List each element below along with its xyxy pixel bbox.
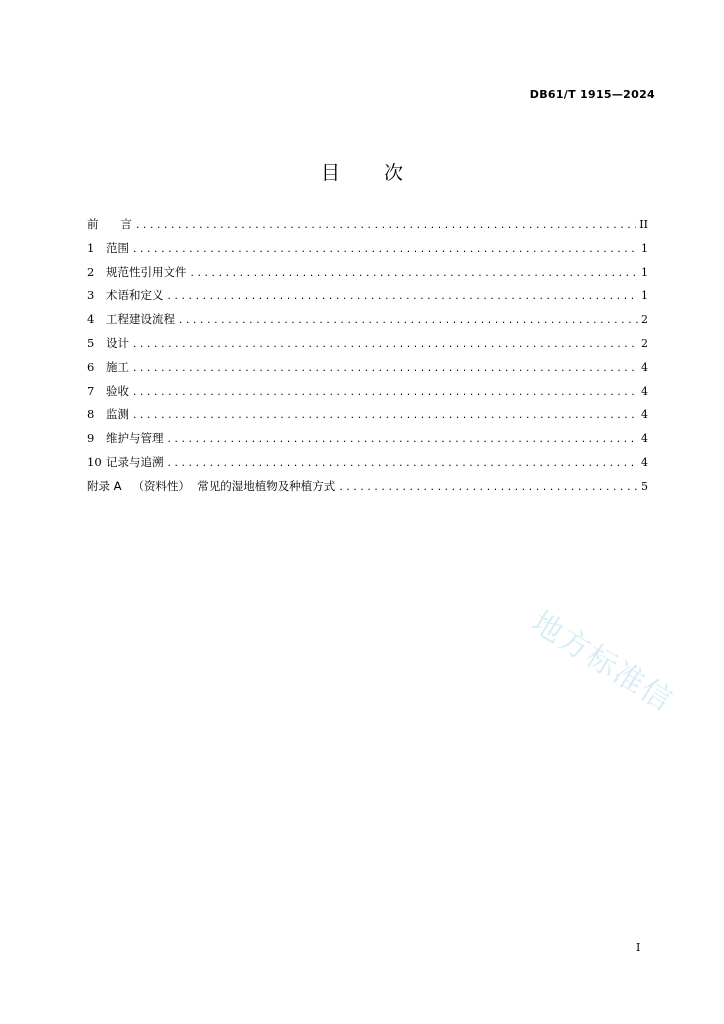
toc-leader-dots — [338, 483, 638, 493]
toc-title-char-2: 次 — [384, 162, 404, 184]
page-number: I — [636, 941, 641, 954]
toc-entry-page: 1 — [641, 265, 648, 279]
toc-entry-label: 施工 — [106, 359, 129, 374]
toc-leader-dots — [132, 411, 638, 421]
toc-entry-label: 附录 A （资料性） 常见的湿地植物及种植方式 — [87, 478, 336, 493]
document-code: DB61/T 1915—2024 — [529, 88, 655, 101]
toc-entry-page: 4 — [641, 432, 648, 446]
toc-entry-page: 2 — [641, 336, 648, 350]
toc-leader-dots — [132, 245, 638, 255]
toc-entry-8[interactable] — [87, 406, 648, 430]
toc-leader-dots — [178, 316, 638, 326]
toc-leader-dots — [132, 364, 638, 374]
toc-entry-2[interactable] — [87, 264, 648, 288]
toc-entry-number: 10 — [87, 454, 102, 469]
toc-entry-label: 范围 — [106, 240, 129, 255]
toc-entry-number: 6 — [87, 359, 95, 374]
toc-entry-page: II — [639, 218, 648, 231]
toc-leader-dots — [132, 340, 638, 350]
toc-entry-page: 1 — [641, 289, 648, 303]
toc-entry-page: 5 — [641, 479, 648, 493]
toc-entry-5[interactable] — [87, 335, 648, 359]
toc-entry-label: 前 言 — [87, 217, 132, 231]
toc-entry-page: 4 — [641, 384, 648, 398]
toc-entry-number: 2 — [87, 264, 95, 279]
toc-title-char-1: 目 — [320, 162, 340, 184]
toc-entry-6[interactable] — [87, 359, 648, 383]
toc-entry-label: 验收 — [106, 383, 129, 398]
toc-entry-label: 维护与管理 — [106, 431, 164, 446]
toc-entry-number: 3 — [87, 288, 95, 303]
toc-entry-1[interactable] — [87, 240, 648, 264]
toc-entry-7[interactable] — [87, 383, 648, 407]
toc-entry-number: 7 — [87, 383, 95, 398]
toc-entry-page: 4 — [641, 455, 648, 469]
toc-entry-label: 设计 — [106, 335, 129, 350]
toc-entry-number: 8 — [87, 407, 95, 422]
toc-leader-dots — [132, 388, 638, 398]
toc-entry-number: 1 — [87, 240, 95, 255]
toc-entry-label: 工程建设流程 — [106, 312, 175, 327]
toc-entry-label: 监测 — [106, 407, 129, 422]
toc-entry-page: 2 — [641, 313, 648, 327]
toc-entry-10[interactable] — [87, 454, 648, 478]
toc-entry-number: 9 — [87, 431, 95, 446]
toc-list — [87, 216, 648, 502]
toc-leader-dots — [190, 269, 639, 279]
toc-entry-3[interactable] — [87, 287, 648, 311]
toc-leader-dots — [167, 435, 639, 445]
toc-entry-foreword[interactable] — [87, 216, 648, 240]
toc-entry-label: 术语和定义 — [106, 288, 164, 303]
toc-leader-dots — [167, 292, 639, 302]
watermark: 地方标准信 — [525, 604, 680, 720]
toc-entry-number: 4 — [87, 312, 95, 327]
toc-entry-appendix-a[interactable] — [87, 478, 648, 502]
toc-entry-4[interactable] — [87, 311, 648, 335]
toc-entry-label: 规范性引用文件 — [106, 264, 187, 279]
toc-entry-9[interactable] — [87, 430, 648, 454]
toc-leader-dots — [167, 459, 639, 469]
toc-entry-page: 1 — [641, 241, 648, 255]
toc-entry-page: 4 — [641, 360, 648, 374]
toc-leader-dots — [135, 221, 636, 231]
toc-entry-label: 记录与追溯 — [106, 454, 164, 469]
toc-title — [0, 158, 724, 185]
toc-entry-page: 4 — [641, 408, 648, 422]
toc-entry-number: 5 — [87, 335, 95, 350]
